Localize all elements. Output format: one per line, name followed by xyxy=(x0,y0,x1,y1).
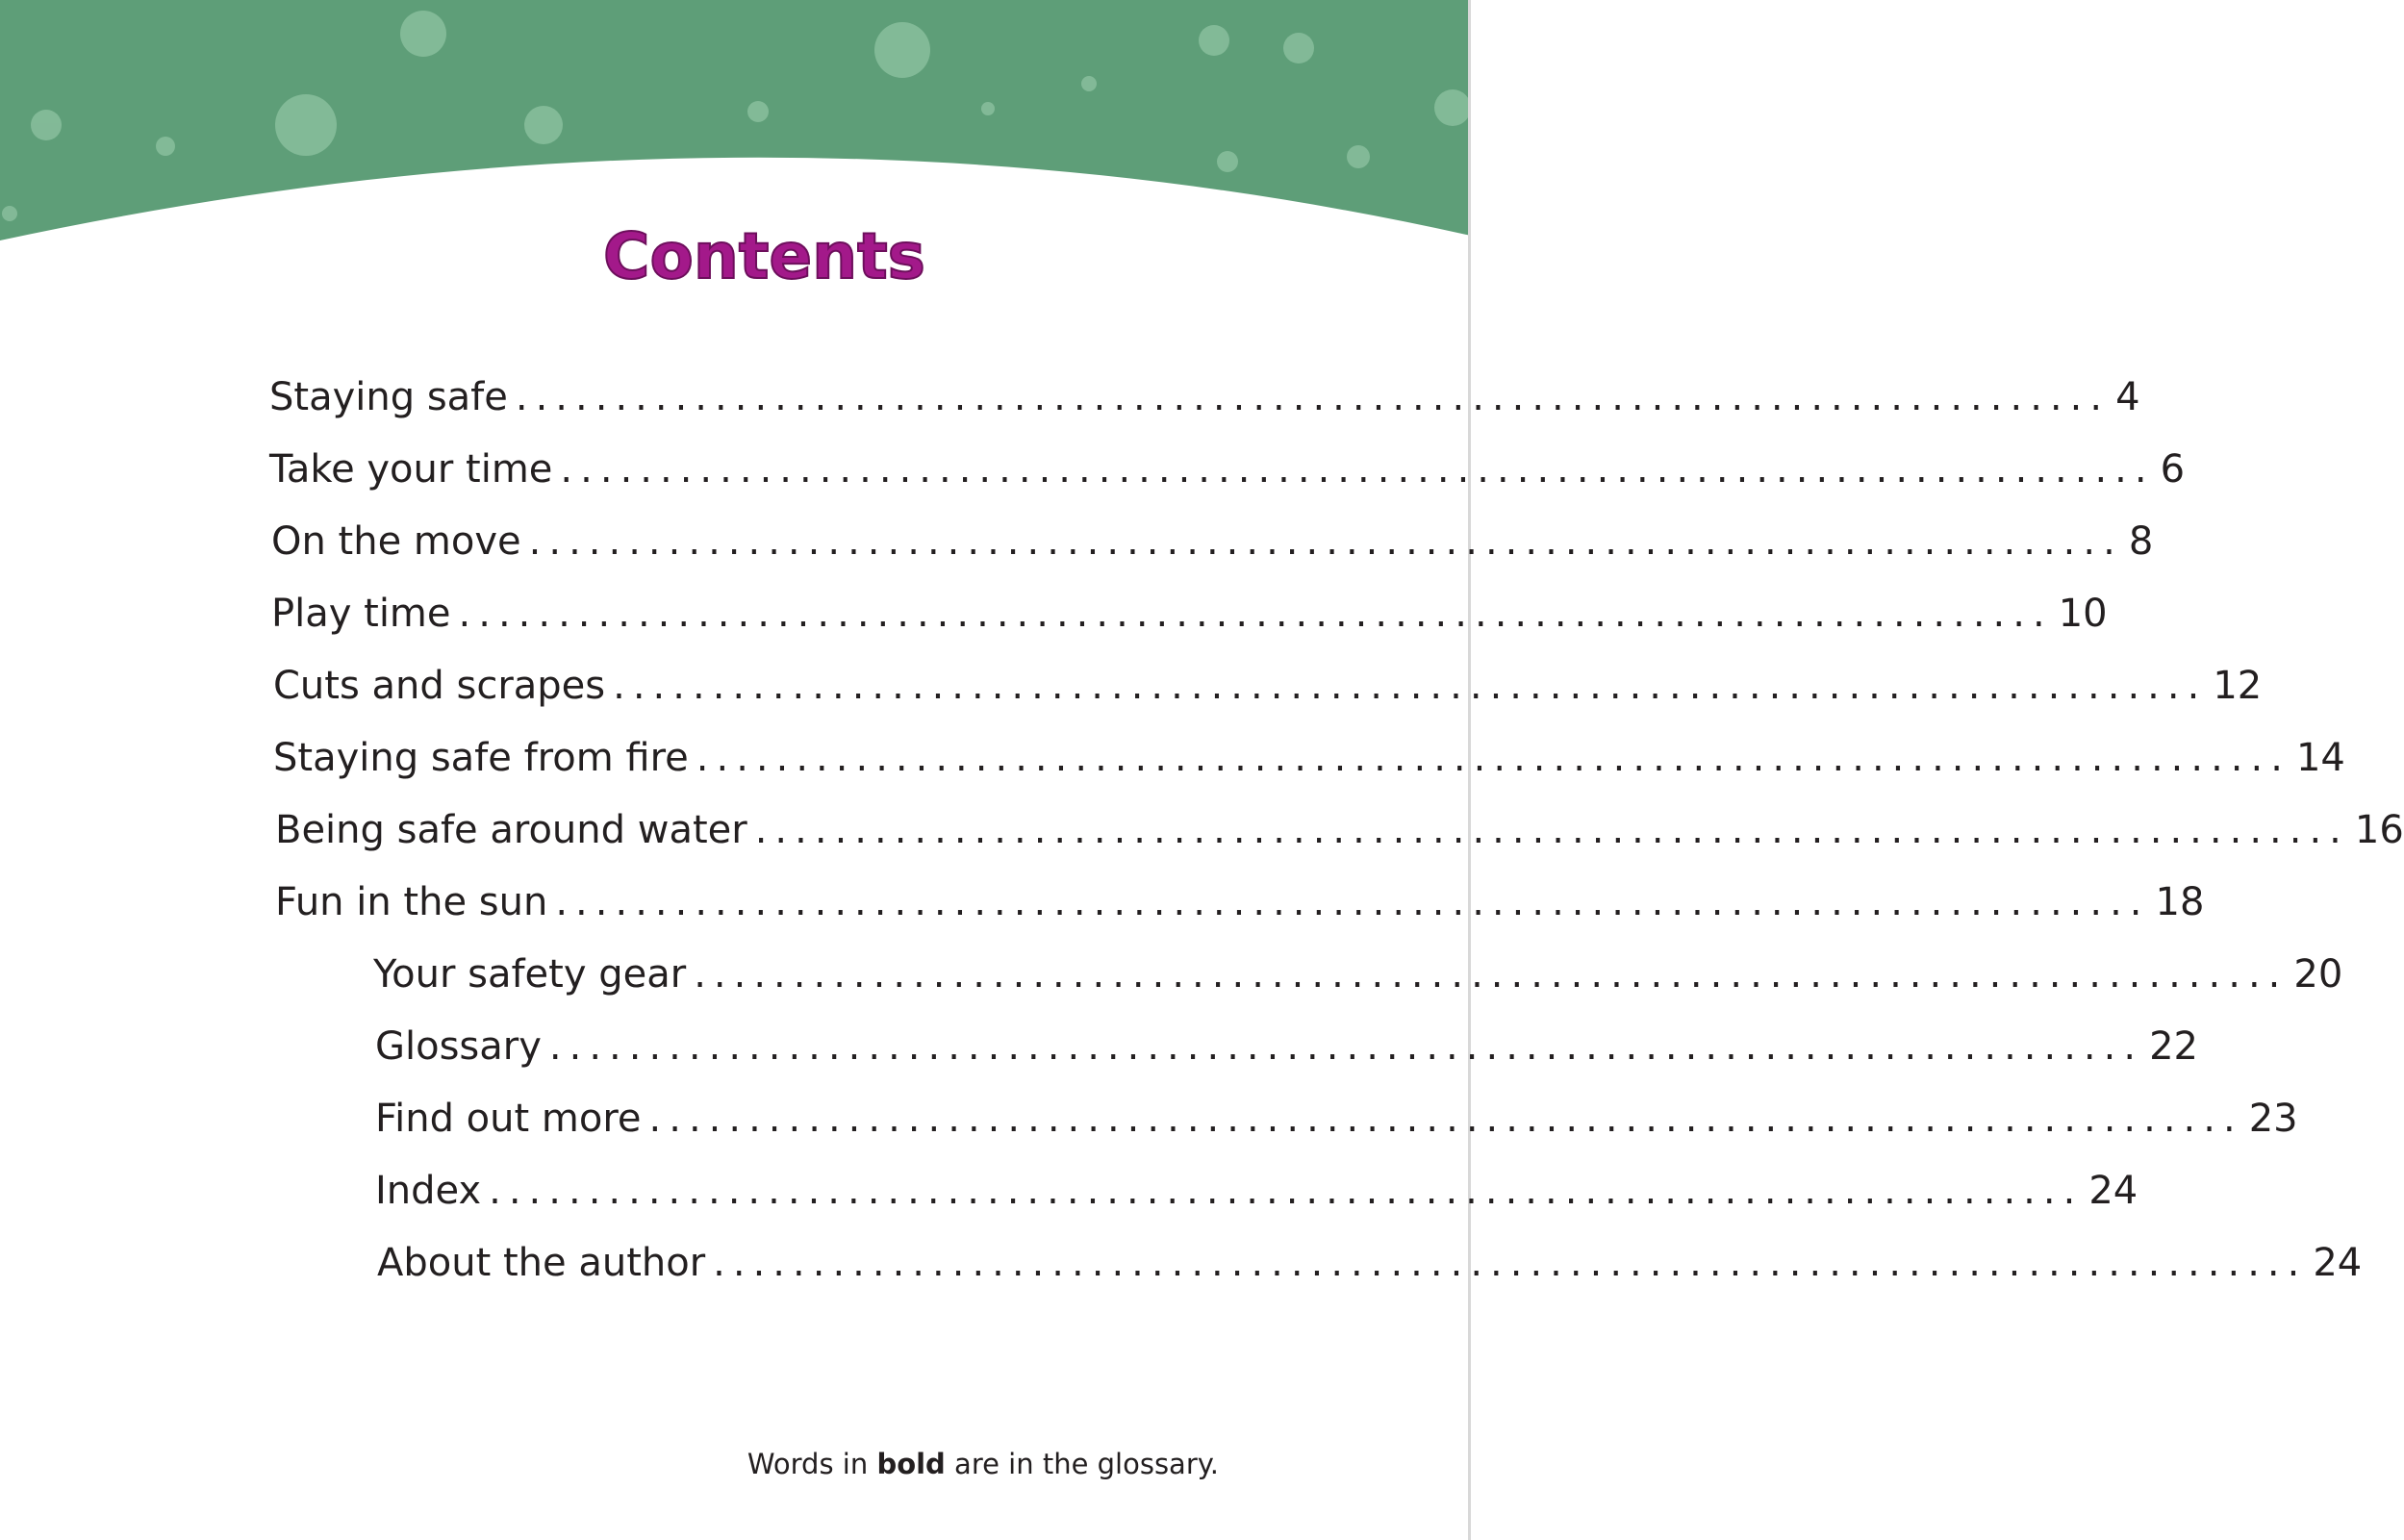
toc-entry xyxy=(273,736,2345,794)
toc-entry-label: Play time xyxy=(271,592,451,636)
toc-dot-leader: ................................................................................ xyxy=(713,1241,2308,1285)
toc-entry-page-number: 18 xyxy=(2155,880,2205,924)
toc-entry-page-number: 10 xyxy=(2058,592,2108,636)
toc-entry-label: On the move xyxy=(271,519,521,564)
toc-dot-leader: ................................................................................ xyxy=(458,592,2053,636)
toc-entry-page-number: 14 xyxy=(2295,736,2345,780)
toc-entry xyxy=(275,880,2205,938)
toc-entry-label: Staying safe from fire xyxy=(273,736,689,780)
glossary-note-bold-word: bold xyxy=(876,1448,946,1480)
toc-entry-page-number: 8 xyxy=(2128,519,2154,564)
toc-entry-label: Take your time xyxy=(269,447,553,492)
toc-entry-label: Find out more xyxy=(375,1097,642,1141)
toc-entry-label: Fun in the sun xyxy=(275,880,548,924)
toc-dot-leader: ................................................................................ xyxy=(489,1169,2084,1213)
toc-entry-page-number: 23 xyxy=(2248,1097,2298,1141)
toc-dot-leader: ................................................................................ xyxy=(696,736,2290,780)
toc-entry-page-number: 24 xyxy=(2088,1169,2138,1213)
toc-entry xyxy=(269,447,2186,505)
toc-entry-page-number: 6 xyxy=(2160,447,2186,492)
toc-dot-leader: ................................................................................ xyxy=(648,1097,2243,1141)
glossary-note-suffix: are in the glossary. xyxy=(945,1448,1219,1480)
toc-entry-page-number: 16 xyxy=(2354,808,2404,852)
glossary-note xyxy=(747,1448,1219,1480)
toc-entry-label: Index xyxy=(375,1169,482,1213)
toc-entry-label: Cuts and scrapes xyxy=(273,664,606,708)
toc-dot-leader: ................................................................................ xyxy=(555,880,2150,924)
toc-dot-leader: ................................................................................ xyxy=(560,447,2155,492)
toc-entry-label: Staying safe xyxy=(269,375,508,419)
toc-entry-page-number: 4 xyxy=(2115,375,2140,419)
glossary-note-prefix: Words in xyxy=(747,1448,877,1480)
toc-entry xyxy=(269,375,2140,433)
toc-dot-leader: ................................................................................ xyxy=(548,1024,2144,1069)
toc-entry xyxy=(271,592,2108,649)
toc-entry-page-number: 24 xyxy=(2313,1241,2363,1285)
toc-entry-label: Glossary xyxy=(375,1024,542,1069)
toc-entry-page-number: 22 xyxy=(2149,1024,2198,1069)
toc-dot-leader: ................................................................................ xyxy=(754,808,2349,852)
toc-entry-label: Your safety gear xyxy=(373,952,687,997)
toc-dot-leader: ................................................................................ xyxy=(528,519,2123,564)
toc-entry xyxy=(375,1024,2198,1082)
toc-entry xyxy=(373,952,2343,1010)
toc-entry xyxy=(271,519,2154,577)
toc-entry xyxy=(375,1097,2298,1154)
toc-dot-leader: ................................................................................ xyxy=(613,664,2208,708)
toc-entry-page-number: 20 xyxy=(2293,952,2343,997)
toc-entry xyxy=(377,1241,2363,1299)
toc-entry-label: Being safe around water xyxy=(275,808,747,852)
page-title: Contents xyxy=(603,219,925,293)
toc-entry xyxy=(275,808,2404,866)
toc-entry xyxy=(375,1169,2138,1226)
toc-entry xyxy=(273,664,2263,721)
toc-entry-label: About the author xyxy=(377,1241,706,1285)
toc-entry-page-number: 12 xyxy=(2213,664,2263,708)
toc-dot-leader: ................................................................................ xyxy=(515,375,2111,419)
toc-dot-leader: ................................................................................ xyxy=(694,952,2289,997)
